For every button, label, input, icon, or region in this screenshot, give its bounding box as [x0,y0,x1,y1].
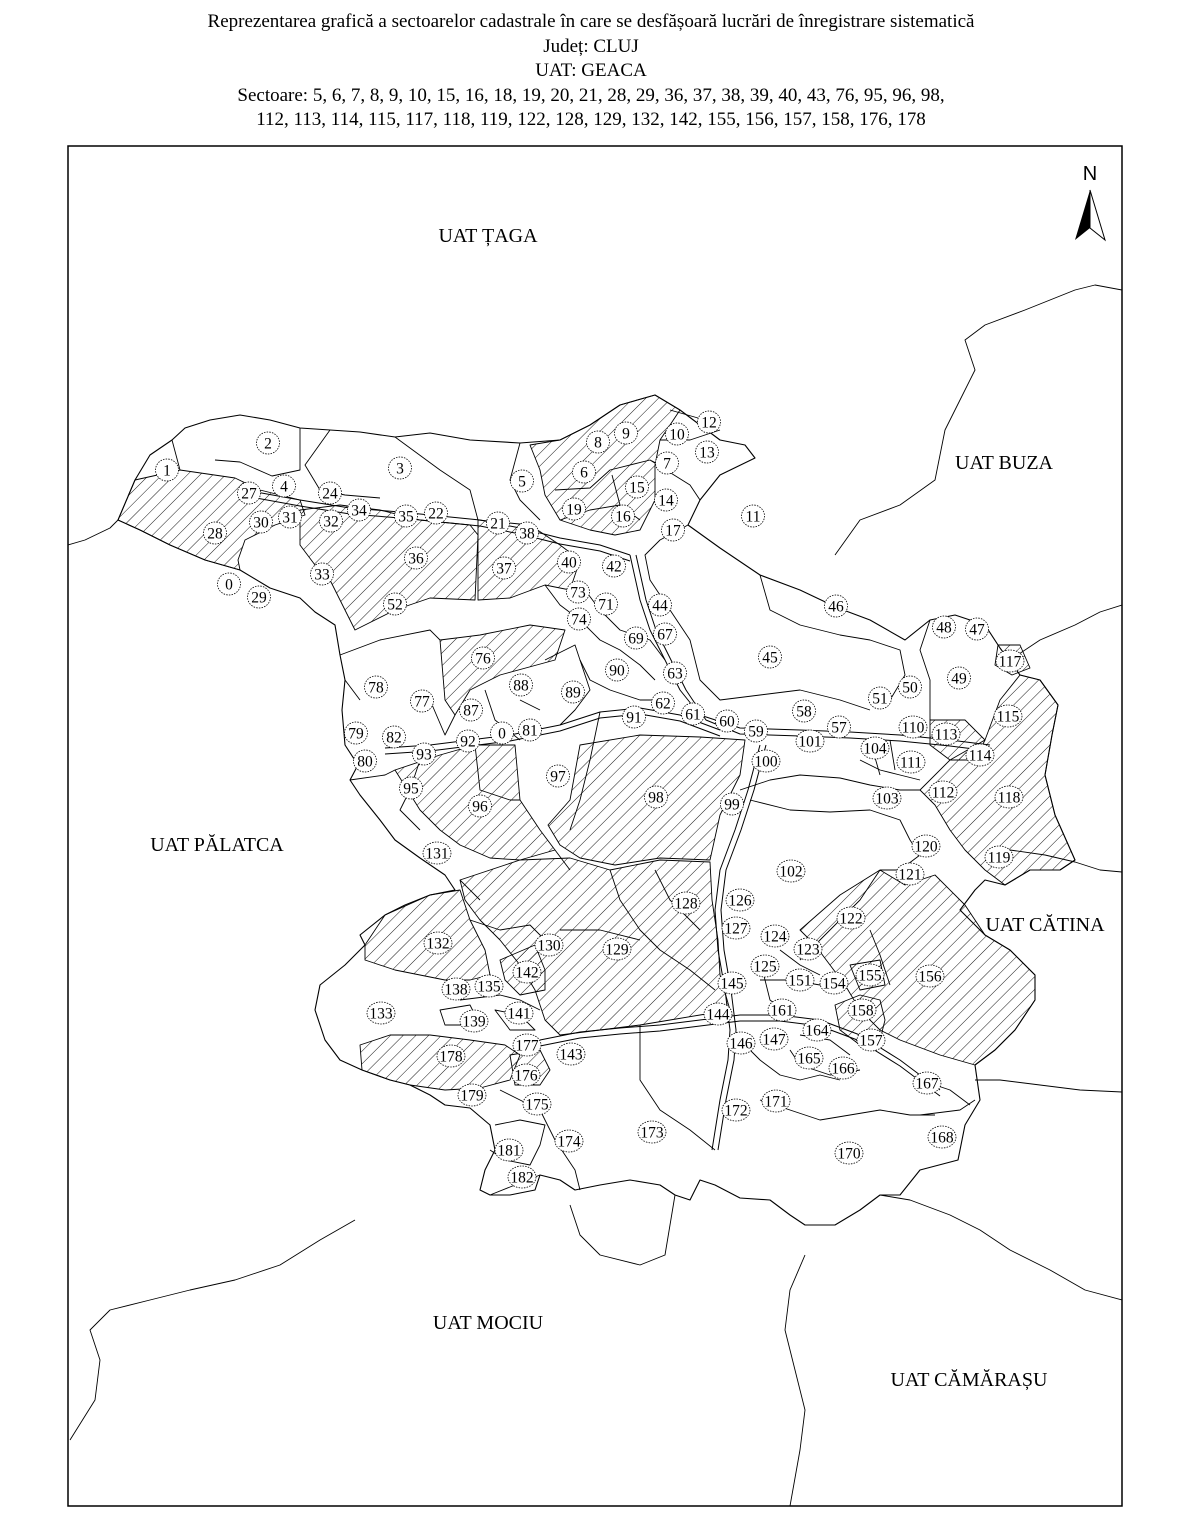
sector-marker [899,716,927,738]
sector-label: 31 [282,509,298,527]
neighbor-label-buza: UAT BUZA [955,452,1053,474]
sector-label: 17 [665,522,681,540]
sector-marker [762,1090,790,1112]
sector-marker [615,422,638,444]
sector-marker [457,730,480,752]
sector-label: 5 [518,473,526,491]
sector-marker [568,608,591,630]
sector-marker [718,972,746,994]
sector-marker [156,459,179,481]
sector-marker [848,999,876,1021]
sector-label: 113 [934,726,958,744]
sector-marker [897,751,925,773]
sector-marker [487,512,510,534]
sector-marker [472,647,495,669]
sector-label: 157 [859,1032,883,1050]
sector-marker [460,1010,488,1032]
sector-marker [511,470,534,492]
sector-marker [257,432,280,454]
sector-label: 1 [163,462,171,480]
sector-marker [365,676,388,698]
sector-marker [721,793,744,815]
sector-marker [523,1093,551,1115]
sector-label: 47 [969,621,985,639]
sector-label: 98 [648,789,664,807]
sector-marker [966,618,989,640]
sector-label: 143 [559,1046,583,1064]
sector-marker [896,863,924,885]
sector-label: 91 [626,709,642,727]
sector-marker [535,934,563,956]
sector-marker [367,1002,395,1024]
sector-label: 99 [724,796,740,814]
sector-marker [389,457,412,479]
sector-marker [319,482,342,504]
sector-marker [638,1121,666,1143]
sector-marker [395,505,418,527]
sector-marker [932,723,960,745]
sector-label: 121 [898,866,922,884]
sector-marker [555,1130,583,1152]
sector-label: 154 [822,975,846,993]
neighbor-label-taga: UAT ȚAGA [438,225,538,247]
sector-label: 155 [858,967,882,985]
sector-marker [248,586,271,608]
sector-label: 51 [872,690,888,708]
sector-marker [966,744,994,766]
county-label: Județ: CLUJ [543,35,639,57]
sector-label: 124 [763,928,787,946]
sector-marker [424,932,452,954]
sector-label: 74 [571,611,587,629]
sector-label: 81 [522,722,538,740]
map-header [0,10,1182,133]
sector-marker [652,692,675,714]
sector-marker [899,676,922,698]
sector-label: 96 [472,798,488,816]
sector-label: 38 [519,525,535,543]
sector-marker [861,737,889,759]
sector-label: 177 [515,1037,539,1055]
sector-marker [625,627,648,649]
sector-label: 4 [280,478,288,496]
sector-marker [655,489,678,511]
sector-label: 170 [837,1145,861,1163]
sector-marker [587,431,610,453]
sector-label: 128 [674,895,698,913]
sector-label: 138 [444,981,468,999]
sector-label: 52 [387,596,403,614]
sector-marker [423,842,451,864]
sector-marker [218,573,241,595]
sector-label: 61 [685,706,701,724]
sector-marker [794,938,822,960]
sector-label: 73 [570,584,586,602]
sector-marker [413,743,436,765]
sector-label: 60 [719,713,735,731]
sector-label: 14 [658,492,674,510]
sector-label: 3 [396,460,404,478]
sector-marker [933,616,956,638]
sector-label: 145 [720,975,744,993]
sector-marker [383,726,406,748]
sector-label: 179 [460,1087,484,1105]
sector-label: 87 [463,702,479,720]
sector-marker [994,705,1022,727]
sector-marker [475,975,503,997]
sector-label: 104 [863,740,887,758]
sector-label: 175 [525,1096,549,1114]
sector-label: 97 [550,768,566,786]
sector-label: 144 [706,1006,730,1024]
sector-marker [727,1032,755,1054]
sector-label: 119 [987,849,1011,867]
north-arrow-label: N [1082,163,1098,185]
sector-marker [273,475,296,497]
sector-label: 133 [369,1005,393,1023]
sector-marker [623,706,646,728]
sector-label: 118 [997,789,1021,807]
sector-label: 139 [462,1013,486,1031]
sector-marker [557,1043,585,1065]
sector-marker [913,1072,941,1094]
sector-label: 158 [850,1002,874,1020]
neighbor-label-mociu: UAT MOCIU [432,1312,544,1334]
sector-label: 35 [398,508,414,526]
sector-marker [722,917,750,939]
sector-label: 166 [831,1060,855,1078]
sector-label: 27 [241,485,257,503]
sector-marker [759,646,782,668]
sector-label: 37 [496,560,512,578]
sector-marker [698,411,721,433]
sector-marker [508,1166,536,1188]
sector-marker [829,1057,857,1079]
sector-label: 103 [875,790,899,808]
sector-marker [400,777,423,799]
sector-label: 122 [839,910,863,928]
sector-marker [760,1028,788,1050]
sector-marker [491,722,514,744]
sector-marker [405,547,428,569]
north-arrow [1075,163,1105,240]
sector-label: 0 [225,576,233,594]
sector-label: 69 [628,630,644,648]
sectors-line-1: Sectoare: 5, 6, 7, 8, 9, 10, 15, 16, 18, 19, 20, 21, 28, 29, 36, 37, 38, 39, 40, 43, 76, 95, 96, 98, [237,84,945,106]
sector-marker [803,1019,831,1041]
sector-label: 115 [996,708,1020,726]
sector-label: 156 [918,968,942,986]
sector-marker [603,555,626,577]
sector-label: 45 [762,649,778,667]
sector-marker [510,674,533,696]
sector-label: 62 [655,695,671,713]
sector-label: 34 [351,502,367,520]
sector-marker [513,1034,541,1056]
sector-label: 9 [622,425,630,443]
sector-label: 182 [510,1169,534,1187]
sector-label: 58 [796,703,812,721]
uat-label: UAT: GEACA [535,60,647,81]
sector-label: 16 [615,508,631,526]
sector-marker [645,786,668,808]
sector-marker [606,659,629,681]
sector-label: 46 [828,598,844,616]
sector-marker [856,964,884,986]
sector-label: 36 [408,550,424,568]
sector-label: 8 [594,434,602,452]
sector-label: 176 [514,1067,538,1085]
sector-marker [857,1029,885,1051]
sector-marker [793,700,816,722]
sector-label: 63 [667,665,683,683]
sector-label: 131 [425,845,449,863]
sector-marker [563,498,586,520]
sector-label: 178 [439,1048,463,1066]
sector-label: 71 [598,596,614,614]
sector-label: 147 [762,1031,786,1049]
sector-marker [929,781,957,803]
sector-marker [516,522,539,544]
sector-label: 32 [323,513,339,531]
sector-marker [795,1047,823,1069]
sector-label: 125 [753,958,777,976]
sector-marker [682,703,705,725]
sector-label: 33 [314,566,330,584]
sector-marker [442,978,470,1000]
sector-marker [664,662,687,684]
sector-marker [726,889,754,911]
sector-label: 117 [998,653,1022,671]
sector-marker [873,787,901,809]
sector-marker [985,846,1013,868]
sector-label: 80 [357,753,373,771]
sector-label: 6 [580,464,588,482]
sector-label: 123 [796,941,820,959]
sector-label: 142 [515,964,539,982]
sector-label: 11 [745,508,761,526]
sector-label: 22 [428,505,444,523]
sector-label: 141 [507,1005,531,1023]
sector-marker [320,510,343,532]
sector-marker [716,710,739,732]
sector-label: 101 [798,733,822,751]
sector-label: 88 [513,677,529,695]
sector-label: 12 [701,414,717,432]
sector-marker [512,1064,540,1086]
sector-label: 164 [805,1022,829,1040]
sector-marker [567,581,590,603]
sector-label: 110 [901,719,925,737]
sector-label: 13 [699,444,715,462]
sector-label: 92 [460,733,476,751]
sector-marker [696,441,719,463]
sector-label: 0 [498,725,506,743]
sector-marker [928,1126,956,1148]
sector-marker [672,892,700,914]
sector-marker [493,557,516,579]
sector-marker [666,423,689,445]
sector-label: 126 [728,892,752,910]
sectors-line-2: 112, 113, 114, 115, 117, 118, 119, 122, 128, 129, 132, 142, 155, 156, 157, 158, 176, 178 [256,109,926,130]
sector-label: 10 [669,426,685,444]
sector-label: 93 [416,746,432,764]
sector-marker [654,623,677,645]
sector-label: 59 [748,723,764,741]
sector-label: 21 [490,515,506,533]
sector-marker [837,907,865,929]
sector-label: 89 [565,684,581,702]
sector-marker [345,722,368,744]
sector-marker [912,835,940,857]
sector-label: 42 [606,558,622,576]
sector-marker [595,593,618,615]
sector-label: 15 [629,479,645,497]
sector-marker [384,593,407,615]
sector-marker [547,765,570,787]
sector-marker [238,482,261,504]
sector-marker [869,687,892,709]
sector-label: 29 [251,589,267,607]
sector-label: 28 [207,525,223,543]
sector-marker [513,961,541,983]
sector-marker [761,925,789,947]
sector-marker [250,511,273,533]
sector-label: 146 [729,1035,753,1053]
sector-label: 30 [253,514,269,532]
sector-label: 129 [605,941,629,959]
map-title: Reprezentarea grafică a sectoarelor cadastrale în care se desfășoară lucrări de înregistrare sistematică [207,11,975,32]
sector-marker [996,650,1024,672]
sector-marker [348,499,371,521]
sector-marker [662,519,685,541]
sector-marker [649,594,672,616]
sector-marker [354,750,377,772]
sector-label: 174 [557,1133,581,1151]
sector-label: 40 [561,554,577,572]
sector-marker [835,1142,863,1164]
sector-label: 67 [657,626,673,644]
sector-label: 132 [426,935,450,953]
sector-marker [825,595,848,617]
sector-label: 77 [414,693,430,711]
sector-label: 112 [931,784,955,802]
sector-label: 24 [322,485,338,503]
sector-label: 95 [403,780,419,798]
sector-marker [722,1099,750,1121]
sector-marker [558,551,581,573]
sector-label: 130 [537,937,561,955]
sector-marker [916,965,944,987]
sector-label: 7 [663,455,671,473]
sector-label: 82 [386,729,402,747]
sector-marker [656,452,679,474]
sector-marker [768,999,796,1021]
sector-marker [704,1003,732,1025]
sector-label: 127 [724,920,748,938]
sector-label: 161 [770,1002,794,1020]
sector-label: 48 [936,619,952,637]
sector-marker [948,667,971,689]
sector-marker [820,972,848,994]
sector-marker [458,1084,486,1106]
sector-marker [562,681,585,703]
sector-marker [786,969,814,991]
sector-marker [626,476,649,498]
sector-marker [505,1002,533,1024]
sector-marker [204,522,227,544]
sector-marker [828,716,851,738]
sector-label: 100 [754,753,778,771]
sector-marker [752,750,780,772]
sector-marker [311,563,334,585]
sector-marker [612,505,635,527]
sector-label: 172 [724,1102,748,1120]
sector-label: 19 [566,501,582,519]
sector-marker [411,690,434,712]
sector-label: 171 [764,1093,788,1111]
sector-marker [279,506,302,528]
sector-label: 135 [477,978,501,996]
sector-marker [460,699,483,721]
sector-label: 165 [797,1050,821,1068]
sector-label: 78 [368,679,384,697]
sector-marker [425,502,448,524]
sector-label: 44 [652,597,668,615]
sector-label: 90 [609,662,625,680]
sector-marker [603,938,631,960]
sector-marker [751,955,779,977]
sector-label: 50 [902,679,918,697]
sector-label: 49 [951,670,967,688]
neighbor-label-palatca: UAT PĂLATCA [150,834,284,856]
sector-label: 120 [914,838,938,856]
sector-label: 151 [788,972,812,990]
neighbor-label-catina: UAT CĂTINA [985,914,1105,936]
sector-label: 168 [930,1129,954,1147]
sector-marker [995,786,1023,808]
sector-label: 181 [497,1142,521,1160]
sector-label: 76 [475,650,491,668]
sector-label: 79 [348,725,364,743]
sector-label: 167 [915,1075,939,1093]
sector-label: 111 [899,754,923,772]
sector-marker [519,719,542,741]
sector-label: 57 [831,719,847,737]
sector-marker [742,505,765,527]
sector-label: 2 [264,435,272,453]
neighbor-label-camarasu: UAT CĂMĂRAȘU [890,1369,1048,1391]
sector-marker [495,1139,523,1161]
sector-marker [777,860,805,882]
sector-marker [796,730,824,752]
sector-label: 114 [968,747,992,765]
sector-label: 102 [779,863,803,881]
sector-marker [469,795,492,817]
sector-label: 173 [640,1124,664,1142]
sector-marker [437,1045,465,1067]
sector-marker [745,720,768,742]
sector-marker [573,461,596,483]
